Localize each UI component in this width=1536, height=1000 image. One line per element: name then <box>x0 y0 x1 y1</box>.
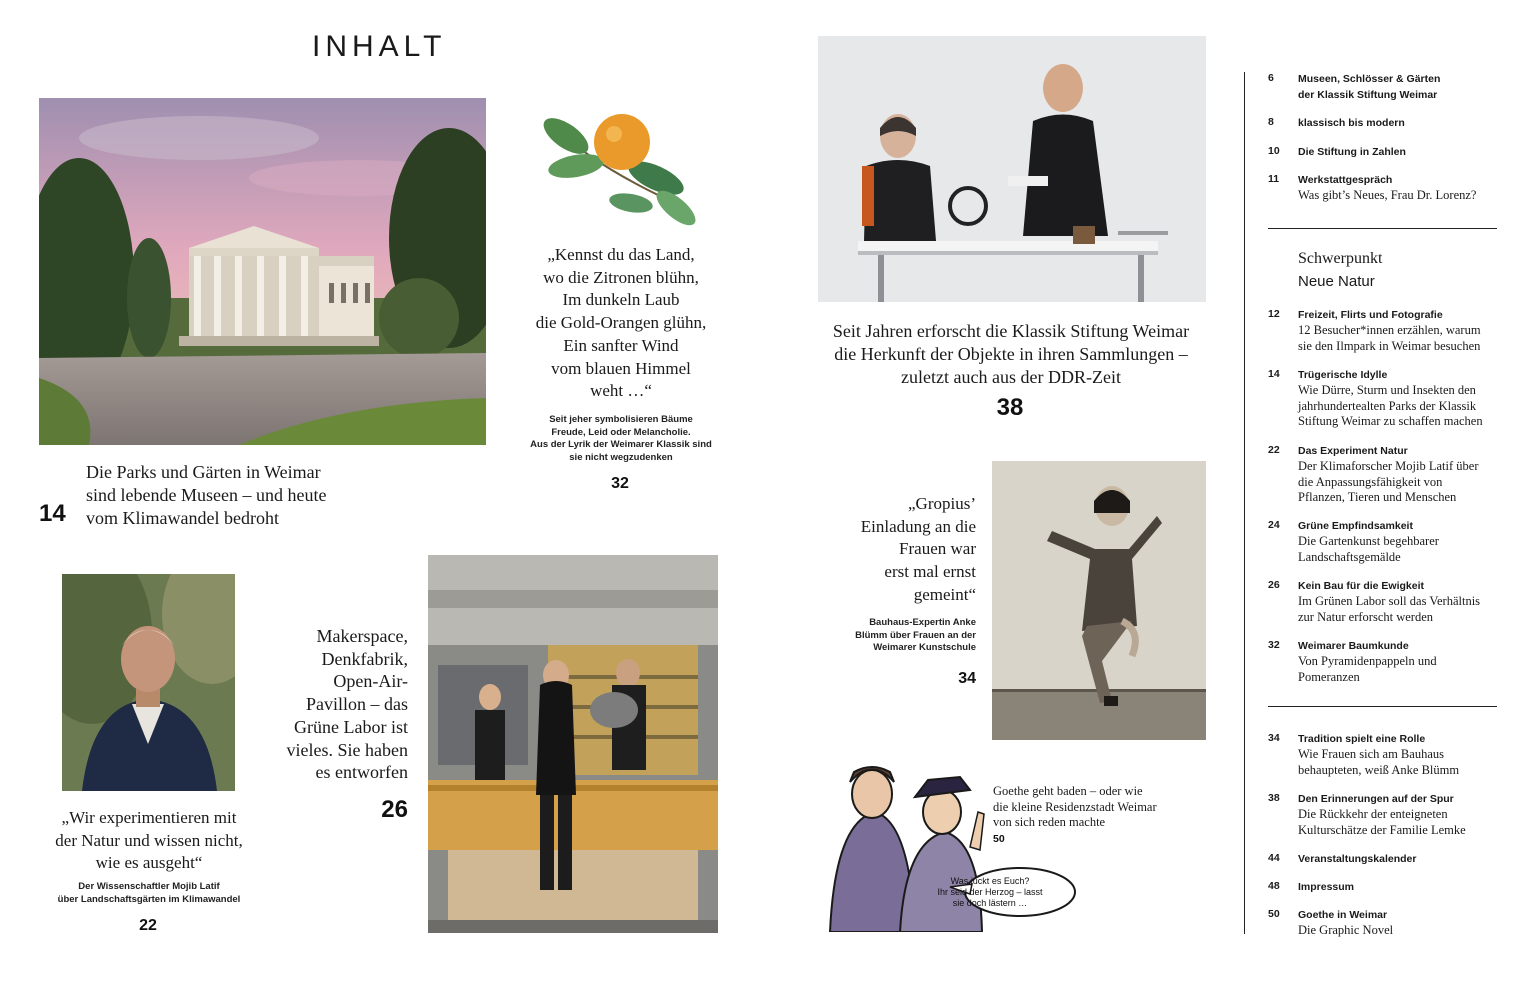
labor-caption-line: es entworfen <box>315 762 408 783</box>
toc-subtitle <box>1298 747 1516 778</box>
toc-subtitle <box>1298 383 1516 430</box>
parks-caption-line: sind lebende Museen – und heute <box>86 485 327 505</box>
goethe-caption <box>993 784 1203 831</box>
poem-line: weht …“ <box>590 381 652 401</box>
workshop-photo[interactable] <box>428 555 718 933</box>
toc-subtitle-line: Pomeranzen <box>1298 669 1360 684</box>
toc-subtitle-line: Landschaftsgemälde <box>1298 549 1401 564</box>
toc-heading: Die Stiftung in Zahlen <box>1298 146 1406 158</box>
labor-caption-line: Open-Air- <box>333 671 408 692</box>
poem-line: wo die Zitronen blühn, <box>543 267 699 287</box>
toc-subtitle: Was gibt’s Neues, Frau Dr. Lorenz? <box>1298 188 1477 202</box>
toc-page-number: 14 <box>1268 368 1280 380</box>
gropius-note-line: Bauhaus-Expertin Anke <box>869 617 976 628</box>
parks-caption-line: vom Klimawandel bedroht <box>86 508 279 528</box>
provenance-caption <box>812 320 1210 389</box>
toc-vertical-rule <box>1244 72 1245 934</box>
labor-caption-line: Denkfabrik, <box>321 648 408 669</box>
toc-page-number: 6 <box>1268 72 1274 84</box>
park-temple-photo[interactable] <box>39 98 486 445</box>
toc-subtitle-line: 12 Besucher*innen erzählen, warum <box>1298 323 1481 337</box>
provenance-caption-line: die Herkunft der Objekte in ihren Sammlungen – <box>834 344 1188 364</box>
bauhaus-dancer-photo[interactable] <box>992 461 1206 740</box>
latif-quote-line: „Wir experimentieren mit <box>61 808 237 827</box>
parks-caption-line: Die Parks und Gärten in Weimar <box>86 462 321 482</box>
poem-note <box>510 414 732 464</box>
toc-divider <box>1268 228 1497 229</box>
parks-caption <box>86 461 386 530</box>
latif-note <box>36 881 262 906</box>
latif-note-line: Der Wissenschaftler Mojib Latif <box>78 881 220 892</box>
comic-speech-line: Ihr seid der Herzog – lasst <box>937 887 1043 897</box>
parks-page-number[interactable]: 14 <box>39 500 66 527</box>
toc-page-number: 11 <box>1268 173 1280 185</box>
toc-heading <box>1298 72 1516 103</box>
labor-caption-line: Pavillon – das <box>306 694 408 715</box>
goethe-caption-line: die kleine Residenzstadt Weimar <box>993 799 1157 814</box>
labor-caption-line: vieles. Sie haben <box>286 739 408 760</box>
latif-quote-line: wie es ausgeht“ <box>95 853 203 872</box>
gropius-note-line: Weimarer Kunstschule <box>873 642 976 653</box>
goethe-caption-line: Goethe geht baden – oder wie <box>993 784 1143 798</box>
gropius-quote <box>830 493 976 607</box>
toc-page-number: 24 <box>1268 519 1280 531</box>
gropius-quote-line: Einladung an die <box>860 516 976 536</box>
toc-subtitle-line: Im Grünen Labor soll das Verhältnis <box>1298 594 1481 608</box>
comic-speech-line: sie doch lästern … <box>952 898 1028 908</box>
toc-heading: Das Experiment Natur <box>1298 445 1408 457</box>
toc-page-number: 8 <box>1268 116 1274 128</box>
toc-heading: Goethe in Weimar <box>1298 909 1388 921</box>
comic-speech-line: Was juckt es Euch? <box>950 876 1030 886</box>
toc-page-number: 34 <box>1268 732 1280 744</box>
toc-heading: Freizeit, Flirts und Fotografie <box>1298 309 1443 321</box>
latif-portrait-photo[interactable] <box>62 574 235 791</box>
toc-heading: Trügerische Idylle <box>1298 369 1388 381</box>
toc-subtitle-line: sie den Ilmpark in Weimar besuchen <box>1298 338 1481 353</box>
goethe-page-number[interactable]: 50 <box>993 833 1005 845</box>
toc-page-number: 26 <box>1268 579 1280 591</box>
provenance-caption-line: Seit Jahren erforscht die Klassik Stiftung Weimar <box>832 321 1190 341</box>
toc-heading: Veranstaltungskalender <box>1298 853 1417 865</box>
toc-subtitle: Die Graphic Novel <box>1298 923 1394 937</box>
gropius-page-number[interactable]: 34 <box>958 670 976 687</box>
toc-heading: Weimarer Baumkunde <box>1298 640 1409 652</box>
toc-page-number: 32 <box>1268 639 1280 651</box>
toc-subtitle-line: jahrhundertealten Parks der Klassik <box>1298 398 1477 413</box>
labor-caption-line: Makerspace, <box>316 626 408 646</box>
toc-subtitle-line: zur Natur erforscht werden <box>1298 609 1434 624</box>
labor-caption <box>258 625 408 784</box>
toc-subtitle <box>1298 534 1516 565</box>
poem-note-line: Freude, Leid oder Melancholie. <box>551 426 691 438</box>
toc-subtitle-line: Stiftung Weimar zu schaffen machen <box>1298 414 1483 428</box>
toc-subtitle-line: Wie Frauen sich am Bauhaus <box>1298 747 1444 761</box>
toc-heading: Impressum <box>1298 881 1355 893</box>
provenance-page-number[interactable]: 38 <box>996 394 1024 421</box>
poem-line: „Kennst du das Land, <box>547 245 695 264</box>
latif-quote <box>36 807 262 875</box>
gropius-quote-line: „Gropius’ <box>908 494 976 513</box>
orange-branch-illustration <box>536 108 701 230</box>
latif-page-number[interactable]: 22 <box>139 917 157 934</box>
toc-subtitle-line: Der Klimaforscher Mojib Latif über <box>1298 459 1479 473</box>
toc-page-number: 22 <box>1268 444 1280 456</box>
toc-divider <box>1268 706 1497 707</box>
toc-heading: klassisch bis modern <box>1298 117 1405 129</box>
toc-subtitle-line: Die Gartenkunst begehbarer <box>1298 534 1439 548</box>
page-title: INHALT <box>312 30 447 63</box>
poem-note-line: Aus der Lyrik der Weimarer Klassik sind <box>530 439 712 450</box>
labor-caption-line: Grüne Labor ist <box>294 716 408 737</box>
toc-subtitle-line: behaupteten, weiß Anke Blümm <box>1298 762 1460 777</box>
poem-quote <box>510 244 732 403</box>
toc-subtitle-line: Kulturschätze der Familie Lemke <box>1298 822 1466 837</box>
toc-subtitle <box>1298 594 1516 625</box>
poem-page-number[interactable]: 32 <box>611 475 629 492</box>
provenance-caption-line: zuletzt auch aus der DDR-Zeit <box>901 367 1121 387</box>
gropius-quote-line: erst mal ernst <box>884 562 976 582</box>
poem-line: Im dunkeln Laub <box>562 290 680 310</box>
poem-line: vom blauen Himmel <box>551 358 691 378</box>
toc-focus-title: Neue Natur <box>1298 273 1375 290</box>
toc-subtitle <box>1298 807 1516 838</box>
poem-note-line: Seit jeher symbolisieren Bäume <box>549 414 693 425</box>
toc-focus-label: Schwerpunkt <box>1298 250 1383 267</box>
gropius-quote-line: gemeint“ <box>913 584 976 604</box>
toc-subtitle <box>1298 654 1516 685</box>
toc-page-number: 48 <box>1268 880 1280 892</box>
toc-subtitle-line: Pflanzen, Tieren und Menschen <box>1298 490 1457 504</box>
comic-speech-bubble <box>920 876 1060 909</box>
gropius-note-line: Blümm über Frauen an der <box>855 629 976 641</box>
gropius-quote-line: Frauen war <box>899 539 976 559</box>
poem-line: Ein sanfter Wind <box>563 335 679 355</box>
toc-subtitle <box>1298 459 1516 506</box>
toc-heading: Werkstattgespräch <box>1298 174 1393 186</box>
toc-heading: Den Erinnerungen auf der Spur <box>1298 793 1454 805</box>
toc-subtitle <box>1298 323 1516 354</box>
toc-heading: Kein Bau für die Ewigkeit <box>1298 580 1425 592</box>
poem-line: die Gold-Orangen glühn, <box>535 313 707 333</box>
toc-heading: Grüne Empfindsamkeit <box>1298 520 1413 532</box>
goethe-caption-line: von sich reden machte <box>993 815 1106 829</box>
toc-page-number: 50 <box>1268 908 1280 920</box>
toc-subtitle-line: Die Rückkehr der enteigneten <box>1298 807 1448 821</box>
toc-heading-line: der Klassik Stiftung Weimar <box>1298 88 1438 101</box>
toc-page-number: 44 <box>1268 852 1280 864</box>
toc-heading: Tradition spielt eine Rolle <box>1298 733 1426 745</box>
toc-page-number: 10 <box>1268 145 1280 157</box>
toc-heading-line: Museen, Schlösser & Gärten <box>1298 73 1441 85</box>
toc-subtitle-line: Von Pyramidenpappeln und <box>1298 654 1437 668</box>
poem-note-line: sie nicht wegzudenken <box>569 451 673 463</box>
latif-quote-line: der Natur und wissen nicht, <box>55 830 243 850</box>
provenance-research-photo[interactable] <box>818 36 1206 302</box>
gropius-note <box>836 617 976 655</box>
toc-page-number: 38 <box>1268 792 1280 804</box>
latif-note-line: über Landschaftsgärten im Klimawandel <box>57 893 241 905</box>
toc-page-number: 12 <box>1268 308 1280 320</box>
toc-subtitle-line: die Anpassungsfähigkeit von <box>1298 474 1443 489</box>
toc-subtitle-line: Wie Dürre, Sturm und Insekten den <box>1298 383 1476 397</box>
labor-page-number[interactable]: 26 <box>381 796 408 823</box>
